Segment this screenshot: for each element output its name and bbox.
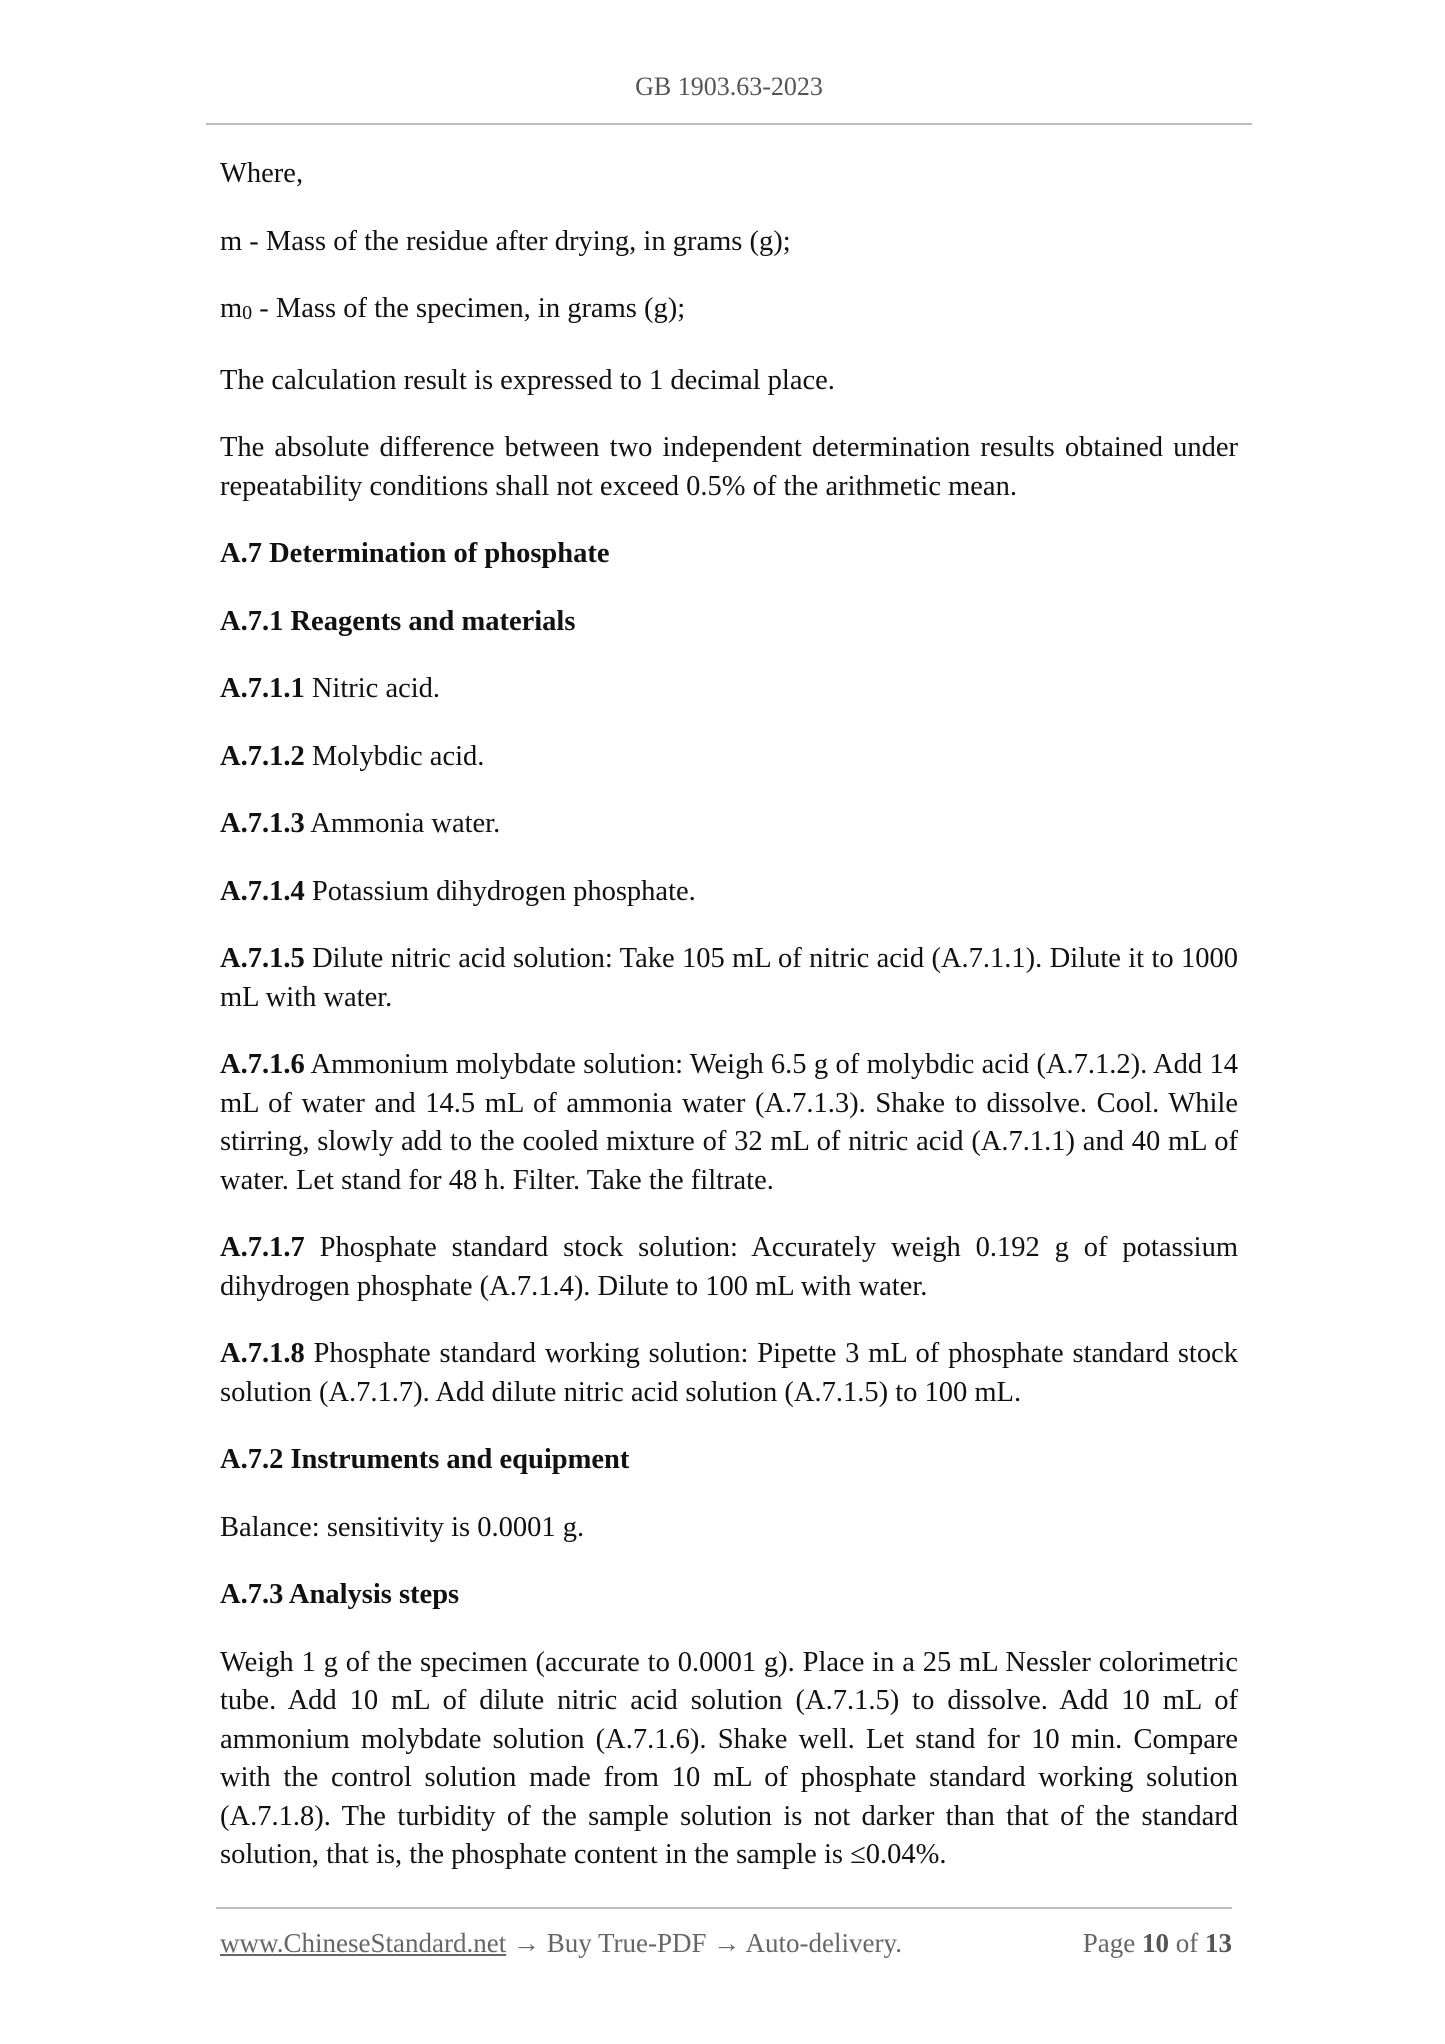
page-indicator: [1083, 1928, 1232, 1959]
total-page-count: 13: [1205, 1928, 1232, 1958]
header-divider: [206, 123, 1252, 125]
of-word: of: [1175, 1928, 1199, 1958]
variable-m0-definition: [220, 290, 1238, 333]
reagent-number: A.7.1.5: [220, 943, 305, 974]
page-word: Page: [1082, 1928, 1136, 1958]
section-a73-heading: A.7.3 Analysis steps: [220, 1579, 460, 1610]
reagent-text: Molybdic acid.: [304, 740, 485, 772]
page-footer: [220, 1928, 1232, 1959]
footer-promo: → Buy True-PDF → Auto-delivery.: [506, 1928, 902, 1958]
m0-symbol: m: [220, 293, 243, 324]
reagent-item: [220, 738, 1238, 777]
reagent-text: Phosphate standard stock solution: Accurately weigh 0.192 g of potassium dihydrogen phosphate (A.7.1.4). Dilute to 100 mL with water.: [220, 1232, 1238, 1302]
repeatability-note: The absolute difference between two independent determination results obtained under repeatability conditions shall not exceed 0.5% of the arithmetic mean.: [220, 432, 1238, 502]
reagent-item: [220, 670, 1238, 709]
reagent-text: Ammonia water.: [304, 808, 501, 839]
reagent-number: A.7.1.6: [220, 1049, 305, 1080]
document-code-header: GB 1903.63-2023: [635, 72, 823, 101]
section-a7-heading: A.7 Determination of phosphate: [220, 538, 610, 569]
section-a72-heading: A.7.2 Instruments and equipment: [220, 1444, 630, 1475]
reagent-number: A.7.1.2: [220, 740, 305, 772]
reagent-item: [220, 873, 1238, 912]
m0-description: - Mass of the specimen, in grams (g);: [252, 293, 686, 324]
reagent-number: A.7.1.1: [220, 673, 305, 704]
site-link[interactable]: www.ChineseStandard.net: [220, 1928, 507, 1958]
analysis-steps-text: Weigh 1 g of the specimen (accurate to 0.0001 g). Place in a 25 mL Nessler colorimetric tube. Add 10 mL of dilute nitric acid solution (A.7.1.5) to dissolve. Add 10 mL of ammonium molybdate solution (A.7.1.6). Shake well. Let stand for 10 min. Compare with the control solution made from 10 mL of phosphate standard working solution (A.7.1.8). The turbidity of the sample solution is not darker than that of the standard solution, that is, the phosphate content in the sample is ≤0.04%.: [220, 1646, 1238, 1870]
reagent-number: A.7.1.4: [220, 875, 305, 907]
reagent-text: Nitric acid.: [304, 673, 441, 704]
instruments-text: Balance: sensitivity is 0.0001 g.: [220, 1511, 585, 1543]
reagent-text: Potassium dihydrogen phosphate.: [304, 875, 696, 907]
reagent-number: A.7.1.7: [220, 1232, 305, 1263]
m0-subscript: 0: [242, 302, 253, 324]
current-page-number: 10: [1142, 1928, 1169, 1958]
reagent-item: [220, 805, 1238, 844]
page-content: [220, 155, 1238, 1904]
reagent-text: Dilute nitric acid solution: Take 105 mL of nitric acid (A.7.1.1). Dilute it to 1000 mL with water.: [220, 943, 1238, 1013]
reagent-item: [220, 940, 1238, 1017]
reagent-item: [220, 1229, 1238, 1306]
footer-divider: [216, 1907, 1232, 1909]
reagent-number: A.7.1.3: [220, 808, 305, 839]
variable-m-definition: m - Mass of the residue after drying, in grams (g);: [220, 225, 791, 257]
reagent-item: [220, 1046, 1238, 1200]
reagent-text: Phosphate standard working solution: Pipette 3 mL of phosphate standard stock solution (A.7.1.7). Add dilute nitric acid solution (A.7.1.5) to 100 mL.: [220, 1338, 1238, 1408]
reagent-item: [220, 1335, 1238, 1412]
where-intro: Where,: [220, 158, 304, 189]
section-a71-heading: A.7.1 Reagents and materials: [220, 605, 576, 637]
reagent-number: A.7.1.8: [220, 1338, 305, 1369]
calculation-result-note: The calculation result is expressed to 1 decimal place.: [220, 364, 835, 396]
reagent-text: Ammonium molybdate solution: Weigh 6.5 g of molybdic acid (A.7.1.2). Add 14 mL of water and 14.5 mL of ammonia water (A.7.1.3). Shake to dissolve. Cool. While stirring, slowly add to the cooled mixture of 32 mL of nitric acid (A.7.1.1) and 40 mL of water. Let stand for 48 h. Filter. Take the filtrate.: [220, 1049, 1238, 1196]
